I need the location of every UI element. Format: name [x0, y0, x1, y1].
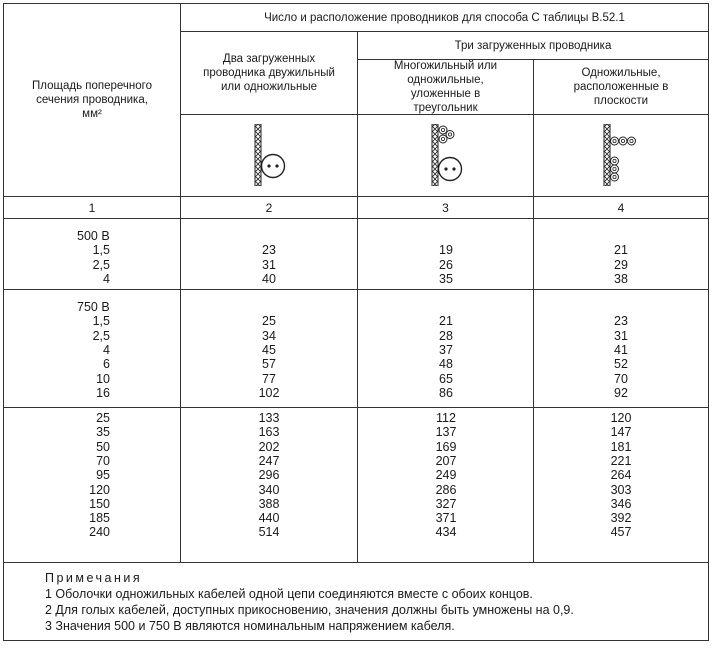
current-value-c2: 133 [258, 411, 280, 425]
note-3: 3 Значения 500 и 750 В являются номинальным напряжением кабеля. [45, 619, 455, 633]
current-value-c2: 440 [258, 511, 280, 526]
current-value-c4: 147 [610, 425, 632, 440]
col-number-2: 2 [265, 200, 273, 215]
current-value-c2: 45 [262, 342, 276, 357]
current-value-c3: 249 [435, 468, 457, 483]
area-column-header: Площадь поперечного сечения проводника, мм² [32, 80, 152, 120]
current-value-c3: 434 [435, 525, 457, 540]
grid-line [533, 59, 534, 562]
area-value: 4 [103, 271, 110, 286]
current-value-c3: 371 [435, 511, 457, 526]
notes-section [45, 570, 574, 634]
col3-header: Многожильный или одножильные, уложенные в треугольник [393, 60, 498, 114]
grid-line [4, 562, 708, 563]
current-value-c2: 77 [262, 371, 276, 386]
method-c-header: Число и расположение проводников для способа С таблицы В.52.1 [264, 11, 625, 24]
current-value-c2: 247 [258, 453, 280, 468]
grid-line [4, 407, 708, 408]
grid-line [4, 218, 708, 219]
current-value-c4: 392 [610, 511, 632, 526]
current-value-c4: 92 [614, 385, 628, 400]
current-value-c4: 264 [610, 468, 632, 483]
voltage-label: 750 В [77, 300, 110, 314]
current-value-c2: 163 [258, 425, 280, 440]
current-value-c4: 181 [610, 439, 632, 454]
current-value-c3: 169 [435, 439, 457, 454]
area-value: 240 [89, 525, 110, 540]
current-value-c4: 29 [614, 257, 628, 272]
current-value-c3: 28 [439, 328, 453, 343]
current-value-c2: 31 [262, 257, 276, 272]
current-value-c3: 48 [439, 357, 453, 372]
current-value-c3: 37 [439, 342, 453, 357]
current-value-c3: 137 [435, 425, 457, 440]
area-value: 50 [96, 439, 110, 454]
current-value-c2: 202 [258, 439, 280, 454]
current-rating-table [3, 3, 709, 641]
three-loaded-header: Три загруженных проводника [454, 39, 612, 52]
area-value: 70 [96, 453, 110, 468]
current-value-c4: 52 [614, 357, 628, 372]
area-value: 25 [96, 411, 110, 425]
col-number-3: 3 [442, 200, 449, 215]
two-core-cable-on-wall-icon [253, 124, 293, 186]
current-value-c4: 303 [610, 482, 632, 497]
current-value-c4: 38 [614, 271, 628, 286]
current-value-c4: 70 [614, 371, 628, 386]
area-value: 2,5 [92, 328, 110, 343]
current-value-c3: 327 [435, 496, 457, 511]
area-value: 185 [89, 511, 110, 526]
area-value: 1,5 [92, 243, 110, 258]
current-value-c2: 340 [258, 482, 280, 497]
current-value-c4: 346 [610, 496, 632, 511]
flat-cables-on-wall-icon [602, 124, 642, 186]
current-value-c2: 296 [258, 468, 280, 483]
grid-line [4, 289, 708, 290]
area-value: 120 [89, 482, 110, 497]
notes-title: Примечания [45, 571, 143, 585]
area-value: 2,5 [92, 257, 110, 272]
col-number-1: 1 [88, 200, 96, 215]
current-value-c3: 86 [439, 385, 453, 400]
note-2: 2 Для голых кабелей, доступных прикосновению, значения должны быть умножены на 0,9. [45, 603, 574, 617]
current-value-c2: 514 [258, 525, 280, 540]
current-value-c4: 41 [614, 342, 628, 357]
area-value: 16 [96, 385, 110, 400]
current-value-c2: 25 [262, 314, 276, 329]
current-value-c2: 102 [258, 385, 280, 400]
current-value-c4: 221 [610, 453, 632, 468]
col-number-4: 4 [617, 200, 625, 215]
current-value-c3: 286 [435, 482, 457, 497]
current-value-c4: 457 [610, 525, 632, 540]
current-value-c4: 120 [610, 411, 632, 425]
trefoil-cables-on-wall-icon [430, 124, 470, 186]
area-value: 10 [96, 371, 110, 386]
current-value-c3: 19 [439, 243, 453, 258]
col4-header: Одножильные, расположенные в плоскости [573, 67, 669, 107]
current-value-c4: 31 [614, 328, 628, 343]
area-value: 4 [103, 342, 110, 357]
col2-header: Два загруженных проводника двужильный или одножильные [203, 53, 335, 93]
current-value-c3: 21 [439, 314, 453, 329]
area-value: 6 [103, 357, 110, 372]
current-value-c3: 112 [436, 411, 456, 425]
current-value-c4: 23 [614, 314, 628, 329]
current-value-c4: 21 [614, 243, 628, 258]
current-value-c2: 34 [262, 328, 276, 343]
area-value: 95 [96, 468, 110, 483]
area-value: 35 [96, 425, 110, 440]
current-value-c2: 57 [262, 357, 276, 372]
current-value-c3: 26 [439, 257, 453, 272]
area-value: 1,5 [92, 314, 110, 329]
note-1: 1 Оболочки одножильных кабелей одной цепи соединяются вместе с обоих концов. [45, 587, 533, 601]
current-value-c2: 40 [262, 271, 276, 286]
current-value-c3: 35 [439, 271, 453, 286]
voltage-label: 500 В [77, 229, 110, 243]
area-value: 150 [89, 496, 110, 511]
current-value-c3: 207 [435, 453, 457, 468]
current-value-c3: 65 [439, 371, 453, 386]
current-value-c2: 388 [258, 496, 280, 511]
current-value-c2: 23 [262, 243, 276, 258]
